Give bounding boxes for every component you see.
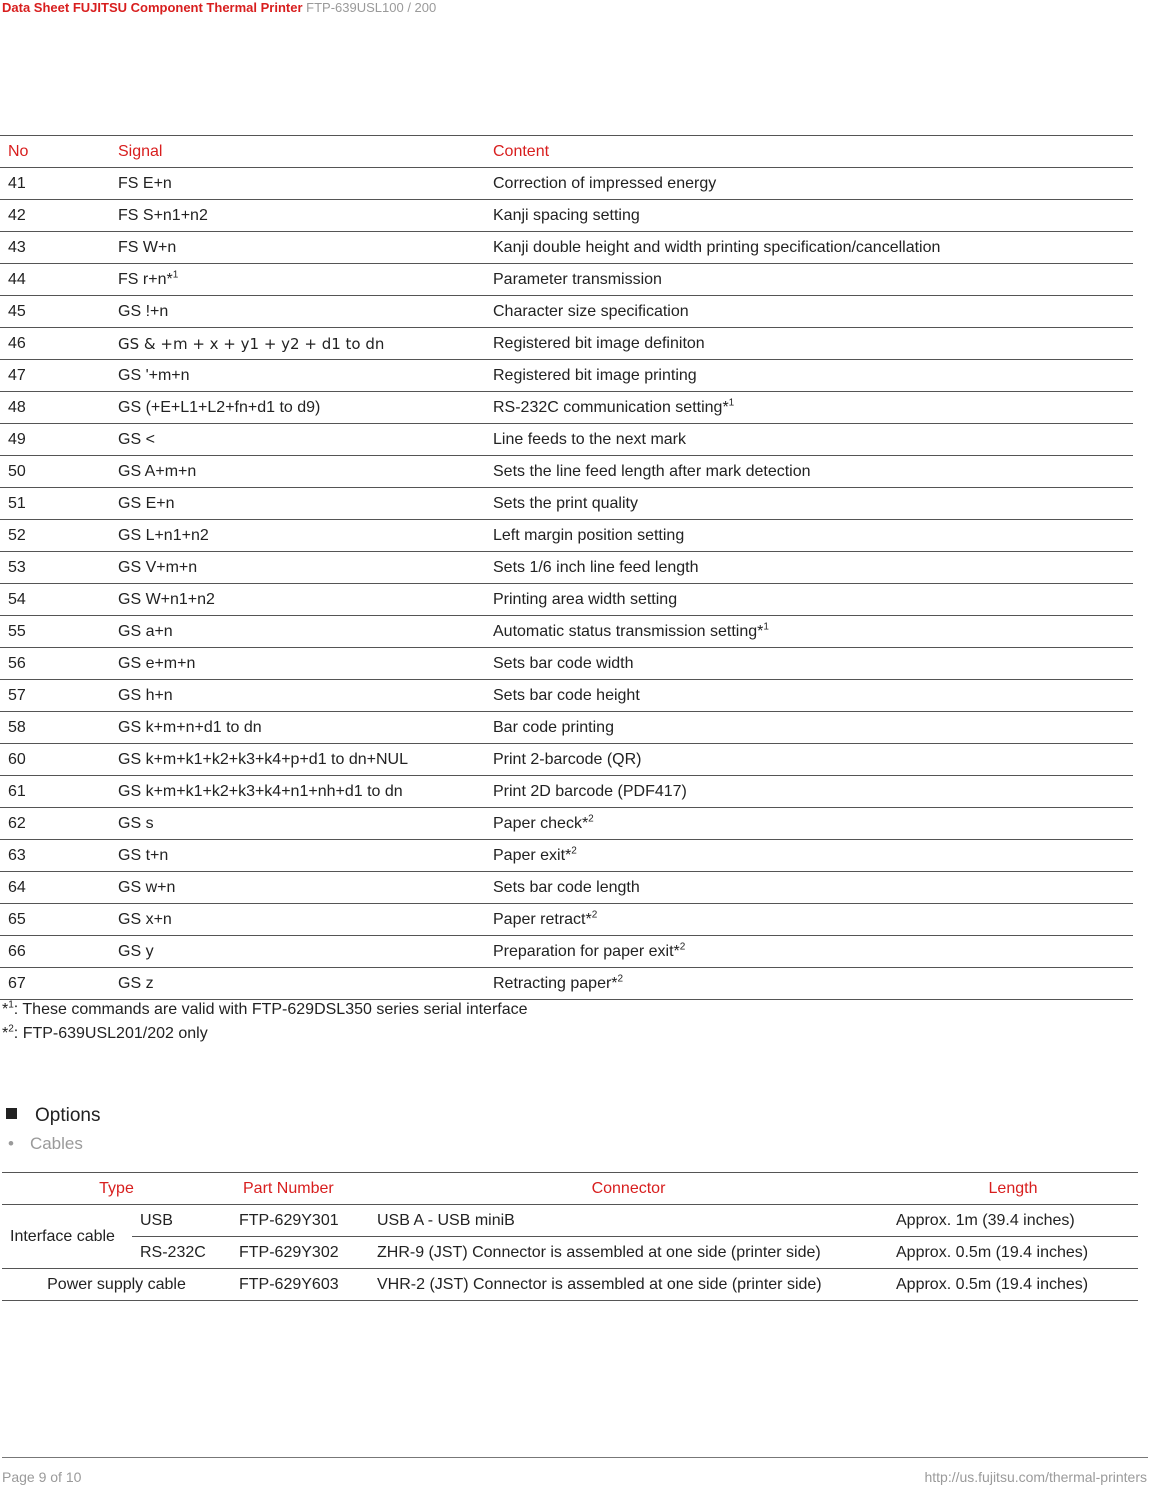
footnote-1-star: * xyxy=(2,1001,9,1018)
footnote-marker: 1 xyxy=(728,397,735,409)
cell-no: 63 xyxy=(0,840,110,872)
cell-content xyxy=(485,776,1133,808)
table-row xyxy=(0,264,1133,296)
cables-table-header xyxy=(2,1173,1138,1205)
cables-subheading xyxy=(8,1134,83,1154)
cell-content xyxy=(485,648,1133,680)
signal-text: GS t+n xyxy=(118,846,169,864)
col-header-content: Content xyxy=(485,136,1133,168)
cell-content xyxy=(485,840,1133,872)
signal-text: GS L+n1+n2 xyxy=(118,526,209,544)
interface-cable-label: Interface cable xyxy=(2,1205,132,1269)
cell-signal xyxy=(110,200,485,232)
cable-part-number: FTP-629Y302 xyxy=(231,1237,369,1269)
table-row xyxy=(0,904,1133,936)
table-row xyxy=(0,840,1133,872)
cell-signal xyxy=(110,520,485,552)
table-row xyxy=(0,296,1133,328)
signal-text: GS E+n xyxy=(118,494,175,512)
cell-no: 41 xyxy=(0,168,110,200)
footnote-marker: 2 xyxy=(571,845,577,857)
footnote-marker: 1 xyxy=(172,269,179,281)
cable-row-rs232c xyxy=(2,1237,1138,1269)
table-row xyxy=(0,456,1133,488)
table-row xyxy=(0,392,1133,424)
content-text: Sets bar code height xyxy=(493,686,640,704)
footer-url[interactable]: http://us.fujitsu.com/thermal-printers xyxy=(924,1469,1147,1485)
cell-no: 49 xyxy=(0,424,110,456)
footnotes xyxy=(2,998,528,1046)
content-text: Print 2-barcode (QR) xyxy=(493,750,642,768)
table-row xyxy=(0,520,1133,552)
cell-no: 64 xyxy=(0,872,110,904)
table-row xyxy=(0,424,1133,456)
table-row xyxy=(0,584,1133,616)
content-text: Sets 1/6 inch line feed length xyxy=(493,558,699,576)
table-row xyxy=(0,328,1133,360)
table-row xyxy=(0,808,1133,840)
footnote-1-num: 1 xyxy=(8,999,14,1011)
cell-no: 46 xyxy=(0,328,110,360)
footnote-2 xyxy=(2,1022,528,1046)
content-text: Sets bar code length xyxy=(493,878,640,896)
table-row xyxy=(0,776,1133,808)
cable-length: Approx. 0.5m (19.4 inches) xyxy=(888,1237,1138,1269)
signal-text: GS y xyxy=(118,942,154,960)
table-row xyxy=(0,200,1133,232)
col-header-part: Part Number xyxy=(231,1173,369,1205)
square-bullet-icon xyxy=(6,1108,17,1119)
table-row xyxy=(0,616,1133,648)
bullet-dot-icon: • xyxy=(8,1134,14,1153)
content-text: Character size specification xyxy=(493,302,689,320)
page-header xyxy=(2,0,436,15)
cell-content xyxy=(485,168,1133,200)
footnote-marker: 2 xyxy=(591,909,598,921)
table-row xyxy=(0,648,1133,680)
footnote-marker: 2 xyxy=(679,941,686,953)
signal-text: GS s xyxy=(118,814,154,832)
cables-label: Cables xyxy=(29,1134,83,1153)
signal-text: FS W+n xyxy=(118,238,177,256)
header-model: FTP-639USL100 / 200 xyxy=(306,0,437,15)
signal-text: GS x+n xyxy=(118,910,172,928)
cell-signal xyxy=(110,872,485,904)
col-header-type: Type xyxy=(2,1173,231,1205)
content-text: Preparation for paper exit* xyxy=(493,942,680,960)
cell-content xyxy=(485,712,1133,744)
content-text: Printing area width setting xyxy=(493,590,678,608)
signal-text: GS & +m + x + y1 + y2 + d1 to dn xyxy=(118,334,385,353)
signal-text: FS S+n1+n2 xyxy=(118,206,208,224)
col-header-signal: Signal xyxy=(110,136,485,168)
cell-content xyxy=(485,616,1133,648)
power-cable-label: Power supply cable xyxy=(2,1269,231,1301)
content-text: Line feeds to the next mark xyxy=(493,430,686,448)
cell-content xyxy=(485,200,1133,232)
cell-content xyxy=(485,424,1133,456)
cell-content xyxy=(485,744,1133,776)
cell-no: 43 xyxy=(0,232,110,264)
cell-no: 67 xyxy=(0,968,110,1000)
cell-no: 55 xyxy=(0,616,110,648)
cell-no: 45 xyxy=(0,296,110,328)
signal-text: GS a+n xyxy=(118,622,173,640)
page-number: Page 9 of 10 xyxy=(2,1469,82,1485)
footnote-marker: 2 xyxy=(617,973,624,985)
cell-signal xyxy=(110,712,485,744)
footnote-2-star: * xyxy=(2,1025,9,1042)
signal-text: FS r+n* xyxy=(118,270,173,288)
table-row xyxy=(0,168,1133,200)
signal-text: GS !+n xyxy=(118,302,169,320)
cell-content xyxy=(485,808,1133,840)
signal-text: GS V+m+n xyxy=(118,558,198,576)
cable-connector: VHR-2 (JST) Connector is assembled at one side (printer side) xyxy=(369,1269,888,1301)
content-text: Sets bar code width xyxy=(493,654,634,672)
cell-signal xyxy=(110,392,485,424)
cable-connector: ZHR-9 (JST) Connector is assembled at one side (printer side) xyxy=(369,1237,888,1269)
cell-content xyxy=(485,872,1133,904)
signal-text: GS e+m+n xyxy=(118,654,196,672)
cable-sub-type: USB xyxy=(132,1205,231,1237)
content-text: Sets the line feed length after mark detection xyxy=(493,462,811,480)
signal-text: GS w+n xyxy=(118,878,176,896)
cable-part-number: FTP-629Y603 xyxy=(231,1269,369,1301)
cell-signal xyxy=(110,328,485,360)
cell-no: 44 xyxy=(0,264,110,296)
footnote-1-text: : These commands are valid with FTP-629DSL350 series serial interface xyxy=(13,1001,528,1018)
cell-signal xyxy=(110,776,485,808)
cell-no: 51 xyxy=(0,488,110,520)
table-row xyxy=(0,680,1133,712)
cell-signal xyxy=(110,648,485,680)
cell-content xyxy=(485,360,1133,392)
content-text: Parameter transmission xyxy=(493,270,662,288)
footnote-2-num: 2 xyxy=(8,1023,14,1035)
cell-signal xyxy=(110,968,485,1000)
signal-text: GS '+m+n xyxy=(118,366,190,384)
cell-signal xyxy=(110,264,485,296)
signal-text: FS E+n xyxy=(118,174,172,192)
signal-text: GS A+m+n xyxy=(118,462,197,480)
signal-text: GS k+m+k1+k2+k3+k4+n1+nh+d1 to dn xyxy=(118,782,403,800)
cell-signal xyxy=(110,808,485,840)
content-text: Paper exit* xyxy=(493,846,572,864)
cell-no: 53 xyxy=(0,552,110,584)
cell-content xyxy=(485,552,1133,584)
cell-signal xyxy=(110,840,485,872)
signal-text: GS h+n xyxy=(118,686,173,704)
command-table xyxy=(0,135,1133,1000)
cell-no: 62 xyxy=(0,808,110,840)
cell-content xyxy=(485,328,1133,360)
cell-no: 60 xyxy=(0,744,110,776)
cable-sub-type: RS-232C xyxy=(132,1237,231,1269)
cell-content xyxy=(485,936,1133,968)
header-brand: FUJITSU Component Thermal Printer xyxy=(72,0,303,15)
cell-signal xyxy=(110,296,485,328)
content-text: Kanji double height and width printing specification/cancellation xyxy=(493,238,941,256)
cell-content xyxy=(485,392,1133,424)
content-text: Sets the print quality xyxy=(493,494,638,512)
cable-length: Approx. 0.5m (19.4 inches) xyxy=(888,1269,1138,1301)
content-text: Registered bit image printing xyxy=(493,366,697,384)
cell-no: 50 xyxy=(0,456,110,488)
cell-no: 42 xyxy=(0,200,110,232)
cell-signal xyxy=(110,584,485,616)
cable-part-number: FTP-629Y301 xyxy=(231,1205,369,1237)
content-text: Paper retract* xyxy=(493,910,592,928)
cell-content xyxy=(485,968,1133,1000)
col-header-connector: Connector xyxy=(369,1173,888,1205)
cell-signal xyxy=(110,232,485,264)
cell-no: 52 xyxy=(0,520,110,552)
table-row xyxy=(0,712,1133,744)
footer-divider xyxy=(2,1457,1148,1458)
content-text: Print 2D barcode (PDF417) xyxy=(493,782,687,800)
cell-content xyxy=(485,488,1133,520)
options-title: Options xyxy=(35,1105,101,1126)
cell-content xyxy=(485,264,1133,296)
cell-content xyxy=(485,296,1133,328)
content-text: Left margin position setting xyxy=(493,526,685,544)
table-row xyxy=(0,488,1133,520)
content-text: RS-232C communication setting* xyxy=(493,398,729,416)
cell-signal xyxy=(110,936,485,968)
content-text: Bar code printing xyxy=(493,718,614,736)
cell-content xyxy=(485,456,1133,488)
cell-content xyxy=(485,232,1133,264)
footnote-2-text: : FTP-639USL201/202 only xyxy=(13,1025,208,1042)
cell-signal xyxy=(110,488,485,520)
cable-length: Approx. 1m (39.4 inches) xyxy=(888,1205,1138,1237)
cell-no: 57 xyxy=(0,680,110,712)
signal-text: GS k+m+k1+k2+k3+k4+p+d1 to dn+NUL xyxy=(118,750,408,768)
cell-content xyxy=(485,904,1133,936)
cell-no: 58 xyxy=(0,712,110,744)
col-header-length: Length xyxy=(888,1173,1138,1205)
signal-text: GS z xyxy=(118,974,154,992)
table-row xyxy=(0,552,1133,584)
content-text: Retracting paper* xyxy=(493,974,618,992)
cell-signal xyxy=(110,552,485,584)
footnote-1 xyxy=(2,998,528,1022)
cell-content xyxy=(485,520,1133,552)
cell-content xyxy=(485,584,1133,616)
cell-no: 61 xyxy=(0,776,110,808)
signal-text: GS < xyxy=(118,430,155,448)
cell-no: 66 xyxy=(0,936,110,968)
table-row xyxy=(0,232,1133,264)
table-row xyxy=(0,936,1133,968)
table-row xyxy=(0,872,1133,904)
cell-signal xyxy=(110,360,485,392)
cell-signal xyxy=(110,680,485,712)
content-text: Paper check* xyxy=(493,814,589,832)
cell-signal xyxy=(110,424,485,456)
cell-signal xyxy=(110,168,485,200)
signal-text: GS W+n1+n2 xyxy=(118,590,215,608)
cell-no: 48 xyxy=(0,392,110,424)
cable-row-power xyxy=(2,1269,1138,1301)
table-row xyxy=(0,968,1133,1000)
content-text: Registered bit image definiton xyxy=(493,334,705,352)
cable-connector: USB A - USB miniB xyxy=(369,1205,888,1237)
content-text: Kanji spacing setting xyxy=(493,206,640,224)
signal-text: GS k+m+n+d1 to dn xyxy=(118,718,262,736)
footnote-marker: 1 xyxy=(763,621,769,633)
cell-no: 54 xyxy=(0,584,110,616)
content-text: Automatic status transmission setting* xyxy=(493,622,764,640)
header-label: Data Sheet xyxy=(2,0,70,15)
options-heading xyxy=(6,1105,100,1127)
content-text: Correction of impressed energy xyxy=(493,174,717,192)
cable-row-usb xyxy=(2,1205,1138,1237)
table-row xyxy=(0,360,1133,392)
cell-no: 47 xyxy=(0,360,110,392)
cell-signal xyxy=(110,744,485,776)
command-table-header xyxy=(0,136,1133,168)
cell-signal xyxy=(110,456,485,488)
cell-signal xyxy=(110,616,485,648)
footnote-marker: 2 xyxy=(588,813,594,825)
table-row xyxy=(0,744,1133,776)
cell-no: 56 xyxy=(0,648,110,680)
cell-signal xyxy=(110,904,485,936)
col-header-no: No xyxy=(0,136,110,168)
cables-table xyxy=(2,1172,1138,1301)
signal-text: GS (+E+L1+L2+fn+d1 to d9) xyxy=(118,398,321,416)
cell-content xyxy=(485,680,1133,712)
cell-no: 65 xyxy=(0,904,110,936)
